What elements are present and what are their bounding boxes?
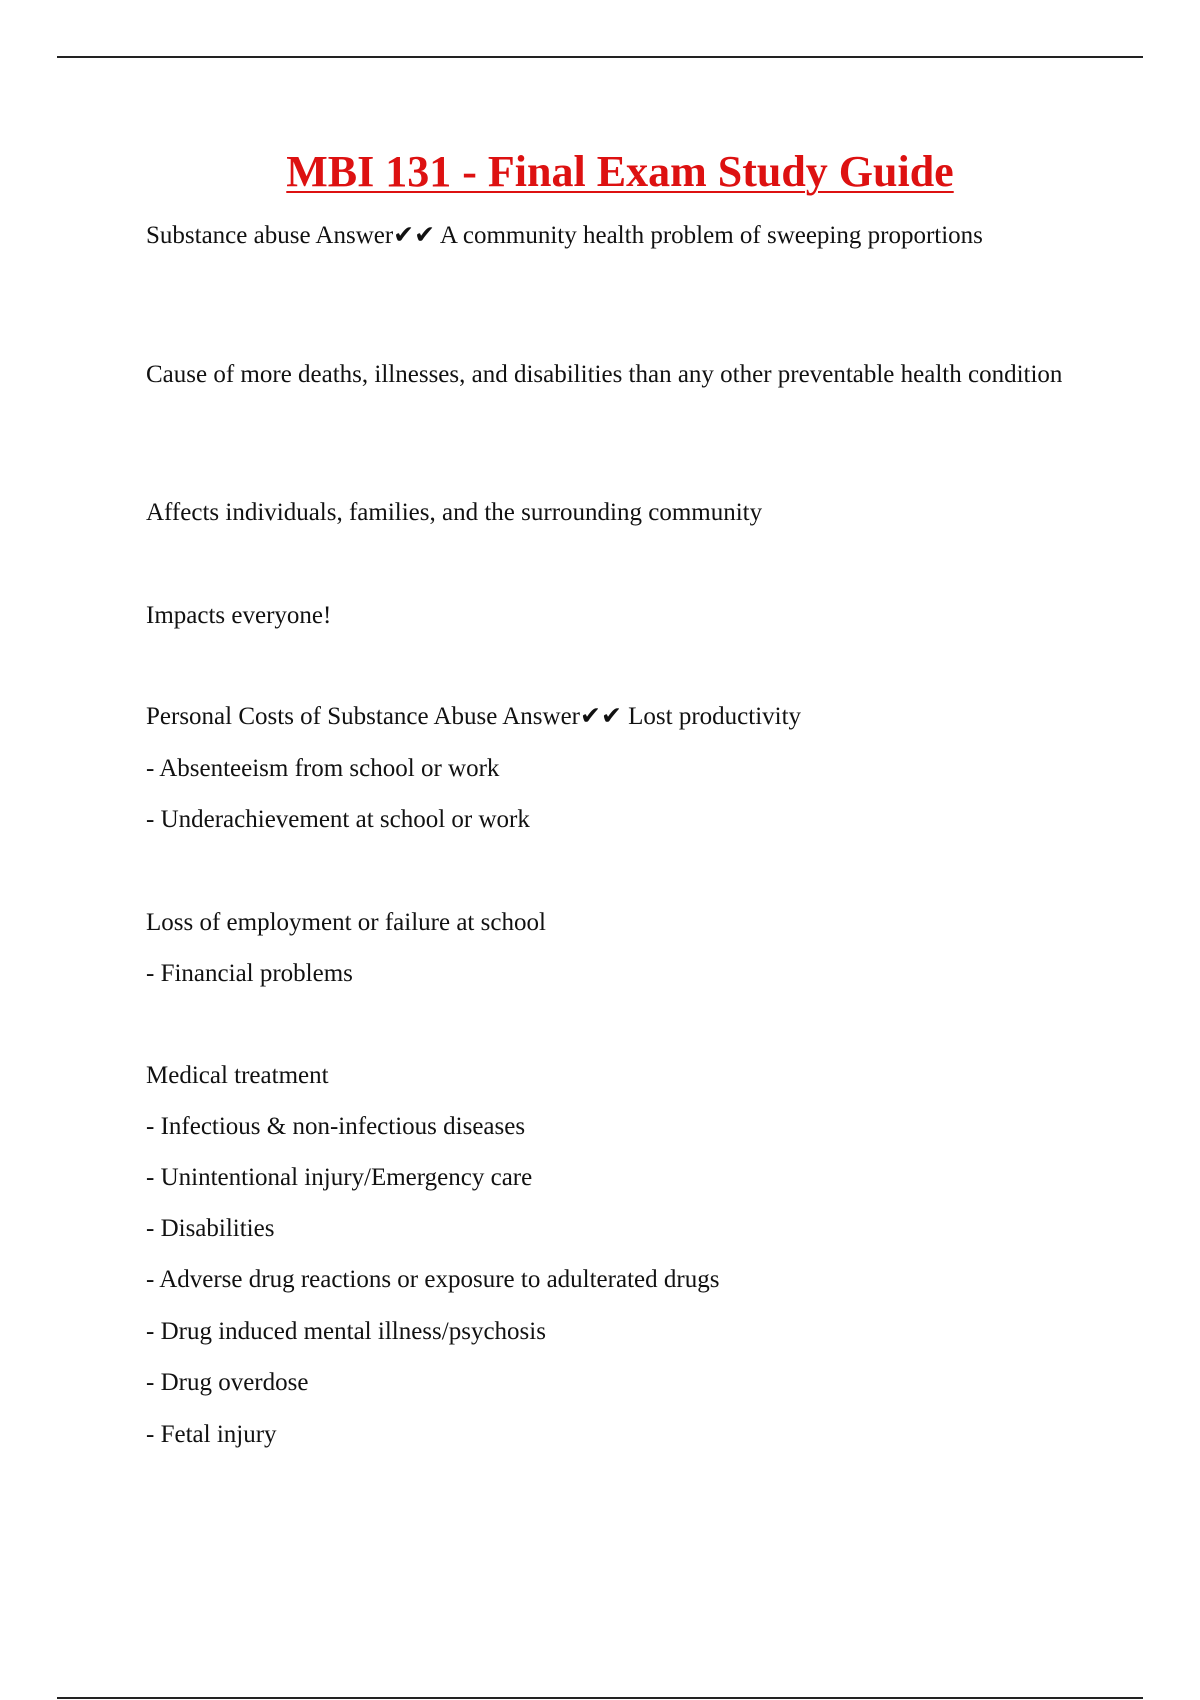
- list-item: - Underachievement at school or work: [146, 806, 530, 833]
- list-item: - Fetal injury: [146, 1421, 277, 1448]
- list-item: - Unintentional injury/Emergency care: [146, 1164, 533, 1191]
- header-rule: [57, 56, 1143, 58]
- list-item: - Financial problems: [146, 960, 353, 987]
- page-title: MBI 131 - Final Exam Study Guide: [286, 147, 954, 196]
- paragraph-impacts-everyone: Impacts everyone!: [146, 602, 332, 629]
- paragraph-cause-of-deaths: Cause of more deaths, illnesses, and disabilities than any other preventable health condition: [146, 361, 1063, 388]
- list-item: - Disabilities: [146, 1215, 275, 1242]
- list-item: - Drug induced mental illness/psychosis: [146, 1318, 546, 1345]
- list-item: - Infectious & non-infectious diseases: [146, 1113, 526, 1140]
- list-item: - Absenteeism from school or work: [146, 755, 500, 782]
- paragraph-substance-abuse: Substance abuse Answer✔✔ A community health problem of sweeping proportions: [146, 222, 983, 249]
- paragraph-medical-treatment: Medical treatment: [146, 1062, 329, 1089]
- paragraph-affects-individuals: Affects individuals, families, and the surrounding community: [146, 499, 763, 526]
- paragraph-personal-costs: Personal Costs of Substance Abuse Answer✔✔ Lost productivity: [146, 703, 802, 730]
- list-item: - Drug overdose: [146, 1369, 309, 1396]
- list-item: - Adverse drug reactions or exposure to adulterated drugs: [146, 1266, 720, 1293]
- footer-rule: [57, 1697, 1143, 1699]
- paragraph-loss-of-employment: Loss of employment or failure at school: [146, 909, 546, 936]
